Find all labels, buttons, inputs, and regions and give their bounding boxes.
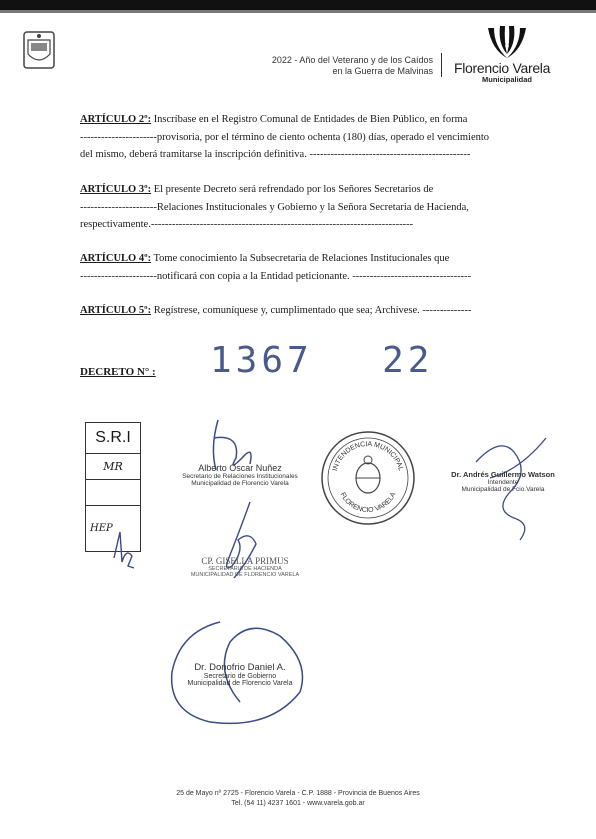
- signatory-org: Municipalidad de Florencio Varela: [187, 680, 293, 687]
- decreto-year: 22: [382, 340, 434, 381]
- sri-note: HEP: [90, 523, 113, 534]
- sri-title: S.R.I: [86, 423, 140, 454]
- decreto-number-value: 1367: [210, 340, 313, 381]
- article-line: Inscríbase en el Registro Comunal de Entidades de Bien Público, en forma: [151, 114, 468, 125]
- motto-line-1: 2022 - Año del Veterano y de los Caídos: [271, 55, 433, 65]
- footer-contact: Tel. (54 11) 4237 1601 - www.varela.gob.ar: [231, 800, 365, 807]
- article-4: [80, 250, 510, 285]
- article-3: [80, 181, 510, 234]
- signatory-role: SECRETARIA DE HACIENDA: [208, 566, 282, 572]
- article-5: [80, 302, 510, 320]
- article-line: del mismo, deberá tramitarse la inscripción definitiva. ----------------------------------------------: [80, 149, 471, 160]
- article-line: ----------------------provisoria, por el término de ciento ochenta (180) días, operado el vencimiento: [80, 131, 490, 143]
- article-2: [80, 111, 510, 164]
- article-line: ----------------------notificará con copia a la Entidad peticionante. ----------------------------------: [80, 270, 472, 282]
- article-line: respectivamente.---------------------------------------------------------------------------: [80, 219, 414, 230]
- signatory-org: Municipalidad de Fcio.Varela: [461, 486, 545, 493]
- header-separator: [441, 53, 442, 77]
- stamp-bottom-text: FLORENCIO VARELA: [338, 491, 398, 515]
- decreto-label: DECRETO N° :: [80, 366, 156, 378]
- crest-icon: [22, 30, 56, 70]
- article-line: El presente Decreto será refrendado por los Señores Secretarios de: [151, 184, 434, 195]
- municipal-seal-stamp: [318, 428, 418, 528]
- signatory-role: Secretario de Gobierno: [203, 673, 277, 680]
- signatory-name: Dr. Donofrio Daniel A.: [194, 662, 286, 673]
- article-label: ARTÍCULO 2º:: [80, 114, 152, 125]
- signature-block-watson: [448, 470, 558, 493]
- signatory-name: CP. GISELLA PRIMUS: [201, 556, 289, 566]
- signature-block-primus: [180, 556, 310, 578]
- signatory-role: Intendente: [487, 479, 519, 486]
- svg-text:FLORENCIO VARELA: [339, 491, 398, 514]
- footer-address: 25 de Mayo nº 2725 - Florencio Varela - C.P. 1888 - Provincia de Buenos Aires: [176, 790, 420, 797]
- signature-block-donofrio: [170, 662, 310, 687]
- initials-scribble-icon: [110, 528, 138, 570]
- brand-name: Florencio Varela: [454, 60, 551, 76]
- signatory-name: Dr. Andrés Guillermo Watson: [451, 470, 555, 479]
- signatory-org: Municipalidad de Florencio Varela: [191, 480, 289, 487]
- top-border: [0, 0, 596, 10]
- brand-subtitle: Municipalidad: [482, 75, 533, 84]
- decreto-number: [210, 340, 433, 381]
- sri-initials: MR: [86, 454, 140, 480]
- article-label: ARTÍCULO 3º:: [80, 184, 152, 195]
- signatory-name: Alberto Oscar Nuñez: [198, 463, 282, 473]
- article-line: ----------------------Relaciones Institucionales y Gobierno y la Señora Secretaria de Hacienda,: [80, 201, 469, 213]
- signatory-role: Secretario de Relaciones Institucionales: [182, 473, 298, 480]
- sri-blank-row: [86, 480, 140, 506]
- florencio-varela-logo-icon: [484, 24, 530, 62]
- signatory-org: MUNICIPALIDAD DE FLORENCIO VARELA: [190, 572, 300, 578]
- article-line: Regístrese, comuníquese y, cumplimentado que sea; Archívese. --------------: [151, 305, 472, 316]
- article-label: ARTÍCULO 5º:: [80, 305, 152, 316]
- motto-line-2: en la Guerra de Malvinas: [332, 66, 433, 76]
- stamp-top-text: INTENDENCIA MUNICIPAL: [331, 440, 405, 472]
- signature-block-nunez: [170, 463, 310, 487]
- motto: [228, 55, 433, 77]
- article-line: Tome conocimiento la Subsecretaria de Relaciones Institucionales que: [151, 253, 450, 264]
- top-border-shadow: [0, 10, 596, 13]
- article-label: ARTÍCULO 4º:: [80, 253, 152, 264]
